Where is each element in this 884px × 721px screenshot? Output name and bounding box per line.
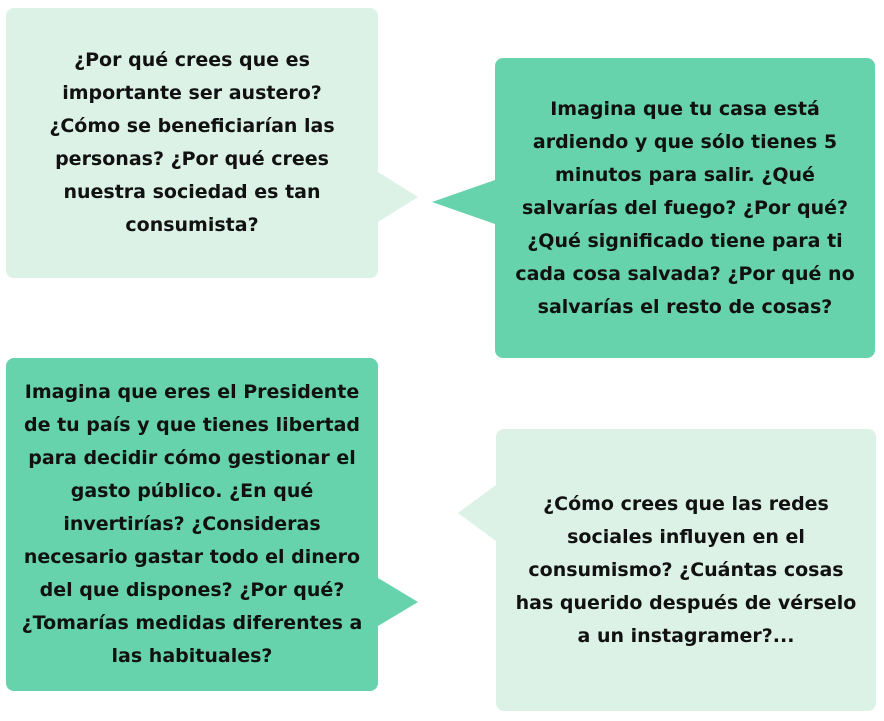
question-text-president: Imagina que eres el Presidente de tu país y que tienes libertad para decidir cómo gestionar el gasto público. ¿En qué invertirías? ¿Consideras necesario gastar todo el dinero del que dispones? ¿Por qué? ¿Tomarías medidas diferentes a las habituales? <box>21 381 363 667</box>
question-bubble-house-fire <box>495 58 875 358</box>
question-bubble-social-media <box>496 429 876 711</box>
question-text-social-media: ¿Cómo crees que las redes sociales influyen en el consumismo? ¿Cuántas cosas has querido después de vérselo a un instagramer?... <box>515 492 857 647</box>
question-bubble-austerity <box>6 8 378 278</box>
question-text-austerity: ¿Por qué crees que es importante ser austero? ¿Cómo se beneficiarían las personas? ¿Por qué crees nuestra sociedad es tan consumista? <box>49 49 335 236</box>
speech-tail-house-fire <box>432 180 495 224</box>
speech-tail-social-media <box>458 485 496 541</box>
question-bubble-president <box>6 358 378 691</box>
question-text-house-fire: Imagina que tu casa está ardiendo y que sólo tienes 5 minutos para salir. ¿Qué salvarías del fuego? ¿Por qué? ¿Qué significado tiene para ti cada cosa salvada? ¿Por qué no salvarías el resto de cosas? <box>515 97 855 318</box>
speech-tail-austerity <box>378 172 418 222</box>
speech-tail-president <box>378 578 418 626</box>
